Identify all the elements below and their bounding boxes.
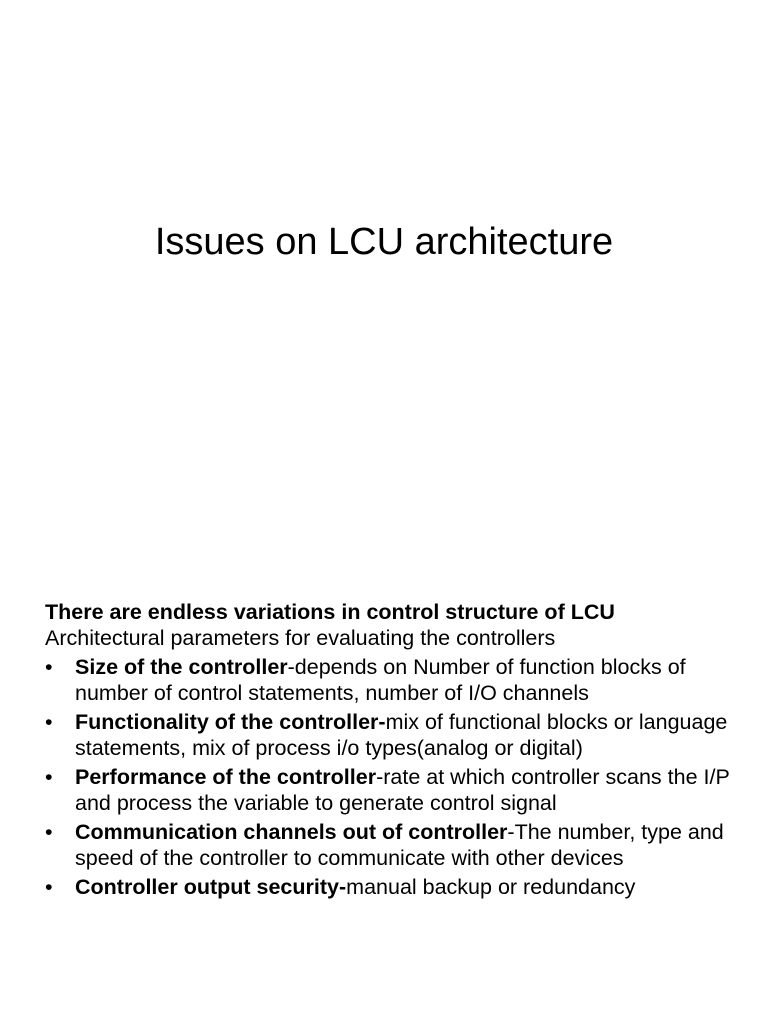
bullet-icon: • (45, 765, 53, 789)
bullet-item (45, 655, 735, 706)
bullet-item (45, 765, 735, 816)
bullet-icon: • (45, 710, 53, 734)
bullet-term: Size of the controller (75, 655, 288, 679)
bullet-item (45, 710, 735, 761)
bullet-icon: • (45, 820, 53, 844)
bullet-term: Functionality of the controller- (75, 710, 386, 734)
bullet-description: manual backup or redundancy (346, 875, 636, 899)
bullet-term: Communication channels out of controller (75, 820, 508, 844)
content-heading: There are endless variations in control structure of LCU (45, 600, 615, 624)
bullet-description: mix of functional blocks or language statements, mix of process i/o types(analog or digital) (75, 710, 728, 760)
bullet-description: -rate at which controller scans the I/P and process the variable to generate control signal (75, 765, 730, 815)
slide-title: Issues on LCU architecture (154, 221, 614, 263)
bullet-item (45, 875, 735, 901)
content-subheading: Architectural parameters for evaluating the controllers (45, 625, 556, 650)
slide-content (45, 600, 735, 901)
bullet-term: Performance of the controller (75, 765, 377, 789)
bullet-icon: • (45, 655, 53, 679)
bullet-description: -The number, type and speed of the controller to communicate with other devices (75, 820, 724, 870)
bullet-term: Controller output security- (75, 875, 347, 899)
bullet-icon: • (45, 875, 53, 899)
bullet-item (45, 820, 735, 871)
bullet-description: -depends on Number of function blocks of number of control statements, number of I/O channels (75, 655, 686, 705)
bullet-list (45, 655, 735, 901)
